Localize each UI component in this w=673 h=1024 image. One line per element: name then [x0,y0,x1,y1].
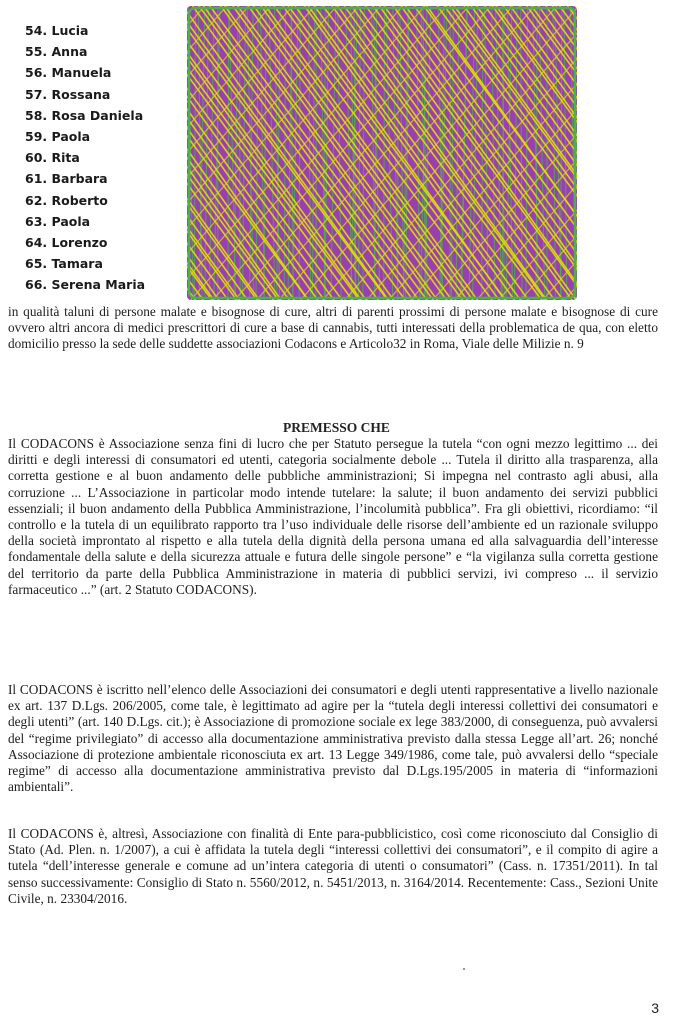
paragraph-ente [8,826,658,907]
list-item: 66. Serena Maria [25,277,146,293]
section-heading: PREMESSO CHE [283,420,390,435]
list-item: 64. Lorenzo [25,234,108,250]
paragraph-iscrizione [8,682,658,795]
list-item: 62. Roberto [25,192,108,208]
names-list [25,20,185,295]
paragraph-text: Il CODACONS è, altresì, Associazione con finalità di Ente para-pubblicistico, così come riconosciuto dal Consiglio di Stato (Ad. Plen. n. 1/2007), a cui è affidata la tutela degli “interessi collettivi dei consumatori”, e il compito di agire a tutela “dell’interesse generale e comune ad un’intera categoria di utenti o consumatori” (Cass. n. 17351/2011). In tal senso successivamente: Consiglio di Stato n. 5560/2012, n. 5451/2013, n. 3164/2014. Recentemente: Cass., Sezioni Unite Civile, n. 23304/2016. [8,826,658,906]
intro-paragraph [8,304,658,353]
scan-speck [463,968,465,970]
list-item: 61. Barbara [25,171,108,187]
list-item: 65. Tamara [25,256,103,272]
list-item: 63. Paola [25,213,91,229]
redaction-scribble [187,6,577,300]
list-item: 57. Rossana [25,86,111,102]
list-item: 56. Manuela [25,65,112,81]
list-item: 55. Anna [25,44,88,60]
list-item: 58. Rosa Daniela [25,107,144,123]
paragraph-statuto [8,436,658,598]
list-item: 60. Rita [25,150,80,166]
paragraph-text: Il CODACONS è Associazione senza fini di lucro che per Statuto persegue la tutela “con ogni mezzo legittimo ... dei diritti e degli interessi di consumatori ed utenti, categoria socialmente debole ... Tutela il diritto alla trasparenza, alla corretta gestione e al buon andamento delle pubbliche amministrazioni; Si impegna nel contrasto agli abusi, alla corruzione ... L’Associazione in particolar modo intende tutelare: la salute; il buon andamento dei servizi pubblici essenziali; il buon andamento della Pubblica Amministrazione, l’incolumità pubblica”. Fra gli obiettivi, ricordiamo: “il controllo e la tutela di un equilibrato rapporto tra l’uso individuale delle risorse dell’ambiente ed un razionale sviluppo della società improntato al rispetto e alla tutela della dignità della persona umana ed alla salvaguardia dell’interesse fondamentale della salute e della sicurezza attuale e futura delle singole persone” e “la vigilanza sulla corretta gestione del territorio da parte della Pubblica Amministrazione in materia di pubblici servizi, ivi compreso ... il servizio farmaceutico ...” (art. 2 Statuto CODACONS). [8,436,658,597]
list-item: 54. Lucia [25,23,89,38]
paragraph-text: Il CODACONS è iscritto nell’elenco delle Associazioni dei consumatori e degli utenti rappresentative a livello nazionale ex art. 137 D.Lgs. 206/2005, come tale, è legittimato ad agire per la “tutela degli interessi collettivi dei consumatori e degli utenti” (art. 140 D.Lgs. cit.); è Associazione di promozione sociale ex lege 383/2000, di conseguenza, può avvalersi del “regime privilegiato” di accesso alla documentazione amministrativa previsto dalla stessa Legge all’art. 26; nonché Associazione di protezione ambientale riconosciuta ex art. 13 Legge 349/1986, come tale, può avvalersi dello “speciale regime” di accesso alla documentazione amministrativa previsto dal D.Lgs.195/2005 in materia di “informazioni ambientali”. [8,682,658,795]
page-number: 3 [651,1000,659,1016]
intro-text: in qualità taluni di persone malate e bisognose di cure, altri di parenti prossimi di persone malate e bisognose di cure ovvero altri ancora di medici prescrittori di cure a base di cannabis, tutti interessati della problematica de qua, con eletto domicilio presso la sede delle suddette associazioni Codacons e Articolo32 in Roma, Viale delle Milizie n. 9 [8,304,658,352]
list-item: 59. Paola [25,128,91,144]
